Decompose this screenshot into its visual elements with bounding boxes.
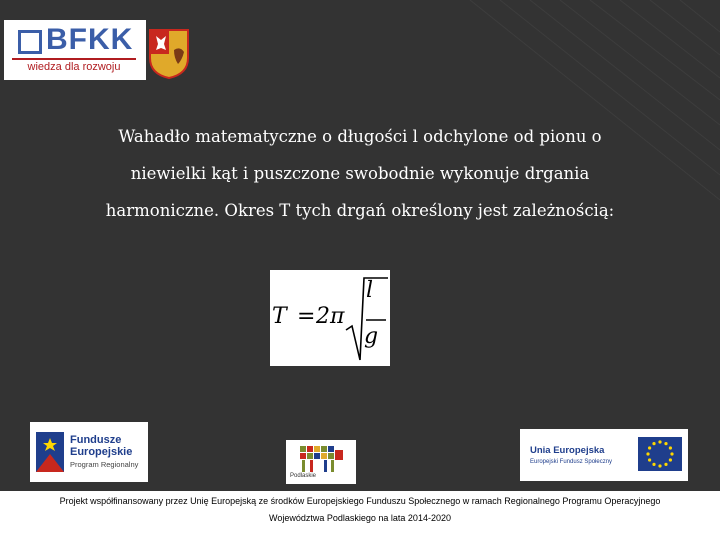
bfkk-tagline: wiedza dla rozwoju — [12, 58, 136, 76]
formula-equals: = — [297, 304, 316, 329]
ue-label-2: Europejski Fundusz Społeczny — [530, 459, 613, 465]
footer-line-2: Województwa Podlaskiego na lata 2014-2020 — [269, 513, 451, 523]
description-line-3: harmoniczne. Okres T tych drgań określony jest zależnością: — [105, 201, 615, 220]
bfkk-logo-text: BFKK — [46, 23, 134, 56]
unia-europejska-logo — [520, 429, 688, 481]
funding-footer — [0, 491, 720, 540]
description-text — [60, 118, 660, 229]
fundusze-europejskie-flag-icon — [36, 432, 64, 472]
fundusze-label-3: Program Regionalny — [70, 460, 139, 469]
footer-line-1: Projekt współfinansowany przez Unię Europejską ze środków Europejskiego Funduszu Społecznego w ramach Regionalnego Programu Operacyjnego — [59, 496, 661, 506]
description-line-1: Wahadło matematyczne o długości l odchylone od pionu o — [118, 127, 602, 146]
fundusze-europejskie-logo — [30, 422, 148, 482]
description-line-2: niewielki kąt i puszczone swobodnie wykonuje drgania — [130, 164, 590, 183]
formula-denominator: g — [364, 324, 379, 349]
eu-flag-icon — [638, 437, 682, 471]
podlaskie-coat-of-arms-icon — [148, 28, 190, 80]
fundusze-label-1: Fundusze — [70, 434, 122, 446]
formula-lhs: T — [272, 304, 287, 329]
podlaskie-label: Podlaskie — [290, 473, 317, 479]
formula-numerator: l — [366, 278, 374, 303]
formula-coefficient: 2π — [316, 304, 345, 329]
bfkk-arrow-icon — [18, 30, 42, 54]
bfkk-logo — [4, 20, 146, 80]
ue-label-1: Unia Europejska — [530, 445, 605, 456]
pendulum-period-formula — [270, 270, 390, 366]
fundusze-label-2: Europejskie — [70, 446, 133, 458]
podlaskie-logo — [286, 440, 356, 484]
bison-icon — [290, 442, 352, 474]
